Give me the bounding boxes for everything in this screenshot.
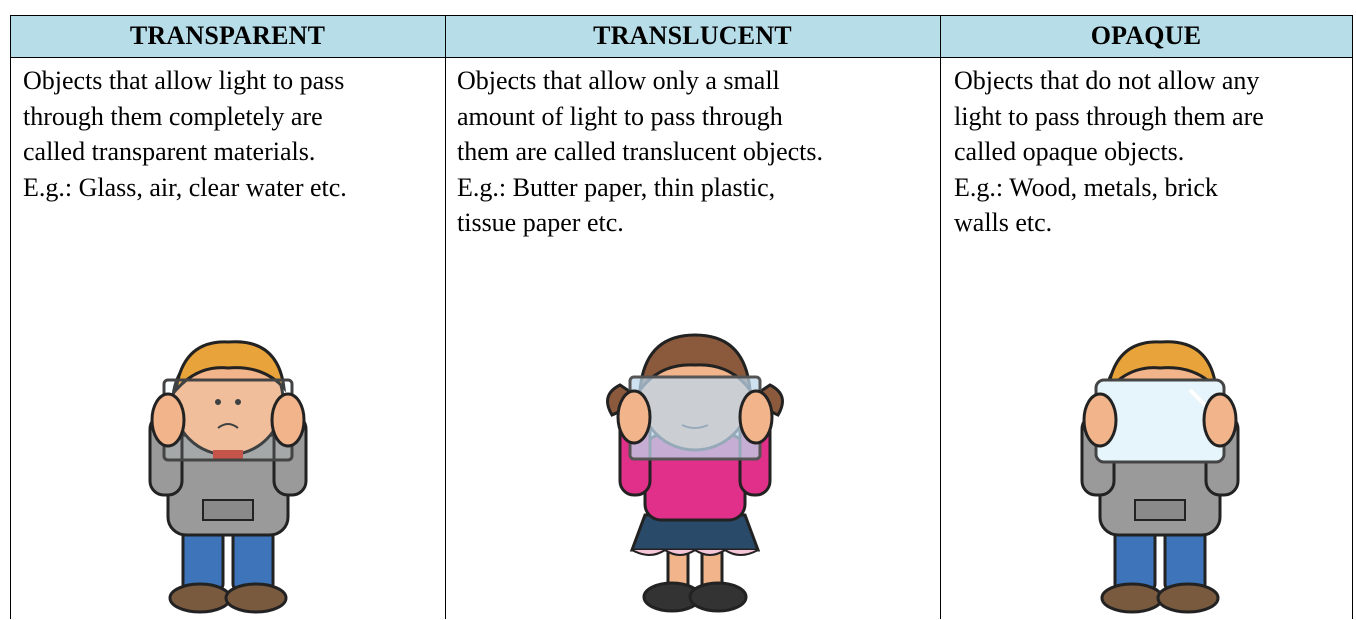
text-line: E.g.: Glass, air, clear water etc.: [23, 172, 347, 202]
translucent-description: [457, 63, 823, 241]
column-divider-left: [10, 15, 11, 619]
boy-holding-opaque-board-icon: [1060, 320, 1260, 620]
girl-holding-frosted-pane-icon: [590, 315, 800, 619]
boy-holding-clear-glass-icon: [128, 320, 328, 620]
text-line: E.g.: Wood, metals, brick: [954, 172, 1218, 202]
text-line: through them completely are: [23, 101, 323, 131]
text-line: E.g.: Butter paper, thin plastic,: [457, 172, 776, 202]
text-line: Objects that do not allow any: [954, 66, 1260, 95]
opaque-description: [954, 63, 1264, 241]
text-line: them are called translucent objects.: [457, 137, 824, 166]
transparent-description: [23, 63, 347, 205]
header-bottom-border: [10, 57, 1353, 58]
text-line: walls etc.: [954, 208, 1053, 237]
text-line: Objects that allow light to pass: [23, 66, 345, 95]
text-line: called transparent materials.: [23, 137, 316, 166]
text-line: light to pass through them are: [954, 101, 1264, 131]
text-line: called opaque objects.: [954, 137, 1185, 166]
text-line: tissue paper etc.: [457, 208, 624, 237]
header-translucent: TRANSLUCENT: [593, 21, 792, 50]
text-line: Objects that allow only a small: [457, 66, 780, 95]
text-line: amount of light to pass through: [457, 101, 783, 131]
header-opaque: OPAQUE: [1090, 21, 1202, 50]
comparison-table: [10, 15, 1353, 619]
column-divider-right: [1352, 15, 1353, 619]
header-transparent: TRANSPARENT: [129, 21, 326, 50]
column-divider-2: [940, 15, 941, 619]
column-divider-1: [445, 15, 446, 619]
